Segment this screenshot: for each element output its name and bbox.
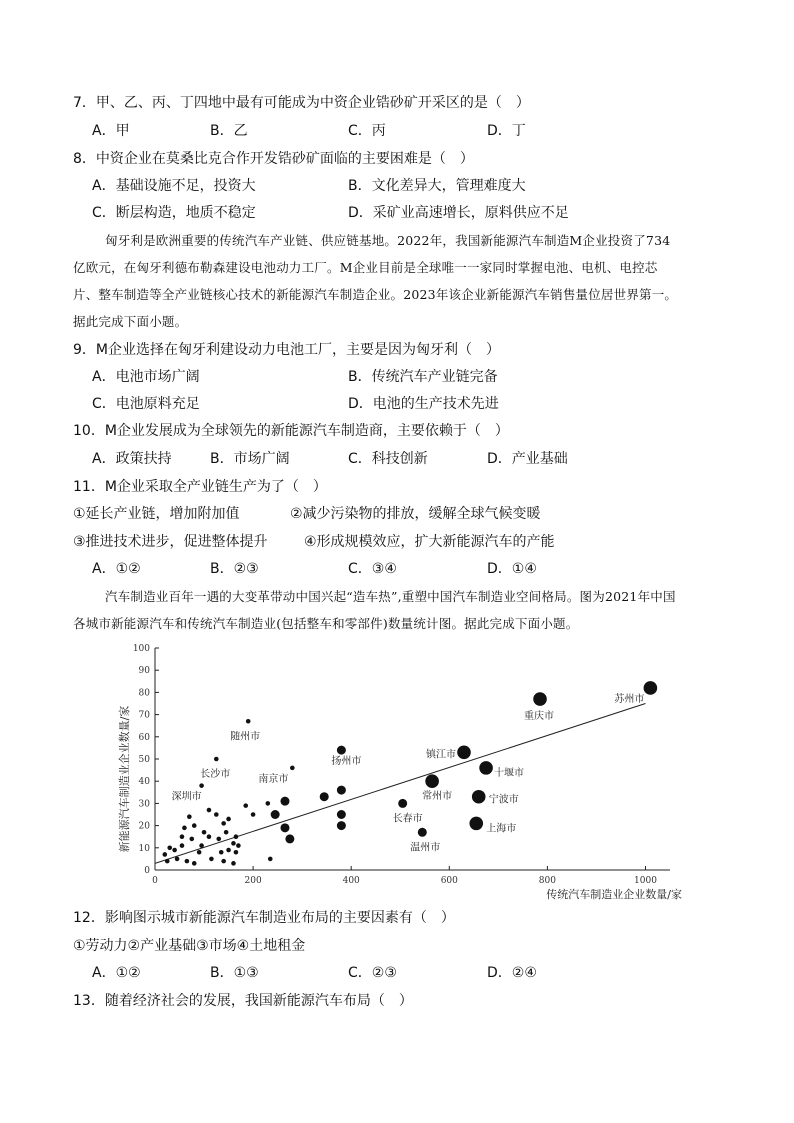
- data-point: [280, 797, 289, 806]
- data-point: [175, 857, 180, 862]
- data-point: [192, 823, 197, 828]
- data-point-镇江市: [457, 746, 471, 760]
- data-point: [216, 837, 221, 842]
- q12-option-c: C．②③: [348, 965, 397, 981]
- data-point-随州市: [246, 719, 251, 724]
- point-label: 长沙市: [200, 769, 231, 780]
- data-point: [226, 848, 231, 853]
- data-point: [251, 812, 256, 817]
- y-tick-label: 100: [132, 644, 150, 654]
- point-label: 温州市: [410, 842, 441, 854]
- y-tick-label: 90: [138, 666, 150, 677]
- data-point: [268, 857, 273, 862]
- q7-option-c: C．丙: [348, 123, 386, 139]
- chart-point-labels: [172, 692, 645, 853]
- q11-statement-4: ④形成规模效应，扩大新能源汽车的产能: [304, 534, 555, 550]
- q10-option-c: C．科技创新: [348, 451, 428, 467]
- q8-option-c: C．断层构造，地质不稳定: [92, 205, 256, 221]
- y-tick-label: 80: [138, 688, 150, 699]
- passage1-line-4: 据此完成下面小题。: [73, 314, 188, 329]
- data-point: [185, 859, 190, 864]
- point-label: 镇江市: [426, 749, 456, 761]
- scatter-chart: [110, 640, 690, 905]
- q10-option-a: A．政策扶持: [92, 451, 172, 467]
- data-point: [231, 861, 236, 866]
- q12-option-a: A．①②: [92, 965, 141, 981]
- point-label: 随州市: [230, 731, 261, 743]
- q7-option-b: B．乙: [210, 123, 248, 139]
- q12-option-d: D．②④: [487, 965, 537, 981]
- y-tick-label: 50: [138, 755, 150, 765]
- q8-stem: 8．中资企业在莫桑比克合作开发锆砂矿面临的主要困难是（ ）: [73, 151, 474, 167]
- data-point: [231, 841, 236, 846]
- point-label: 长春市: [392, 813, 423, 825]
- q9-option-b: B．传统汽车产业链完备: [348, 369, 498, 385]
- data-point: [236, 843, 241, 848]
- data-point-上海市: [469, 817, 483, 831]
- data-point: [172, 848, 177, 853]
- point-label: 南京市: [258, 773, 289, 785]
- data-point-长春市: [398, 799, 407, 808]
- data-point: [187, 814, 192, 819]
- q8-option-d: D．采矿业高速增长，原料供应不足: [348, 205, 569, 221]
- passage1-line-2: 亿欧元，在匈牙利德布勒森建设电池动力工厂。M企业目前是全球唯一一家同时掌握电池、电机、电控芯: [73, 260, 658, 275]
- x-tick-label: 1000: [634, 876, 657, 886]
- data-point-十堰市: [479, 761, 493, 775]
- data-point: [189, 837, 194, 842]
- y-tick-label: 70: [138, 710, 150, 721]
- data-point: [285, 834, 294, 843]
- data-point: [320, 792, 329, 801]
- q9-option-d: D．电池的生产技术先进: [348, 396, 499, 412]
- y-tick-label: 20: [138, 821, 150, 832]
- point-label: 苏州市: [614, 693, 645, 705]
- data-point: [337, 786, 346, 795]
- q11-option-a: A．①②: [92, 561, 141, 577]
- data-point: [219, 850, 224, 855]
- point-label: 常州市: [422, 791, 453, 803]
- data-point: [197, 850, 202, 855]
- data-point: [163, 852, 168, 857]
- data-point: [271, 810, 280, 819]
- point-label: 重庆市: [524, 711, 555, 723]
- data-point: [337, 810, 346, 819]
- q9-option-a: A．电池市场广阔: [92, 369, 200, 385]
- data-point: [207, 808, 212, 813]
- y-tick-label: 60: [138, 732, 150, 743]
- data-point-重庆市: [533, 692, 547, 706]
- q11-statement-3: ③推进技术进步，促进整体提升: [73, 534, 268, 550]
- data-point: [192, 861, 197, 866]
- passage1-line-3: 片、整车制造等全产业链核心技术的新能源汽车制造企业。2023年该企业新能源汽车销售量位居世界第一。: [73, 287, 678, 302]
- y-tick-label: 40: [138, 777, 150, 788]
- q11-stem: 11．M企业采取全产业链生产为了（ ）: [73, 479, 327, 495]
- data-point-深圳市: [199, 783, 204, 788]
- x-tick-label: 0: [152, 876, 158, 886]
- data-point: [221, 859, 226, 864]
- x-tick-label: 600: [440, 876, 458, 886]
- data-point: [167, 846, 172, 851]
- y-tick-label: 10: [138, 843, 150, 854]
- q12-option-b: B．①③: [210, 965, 259, 981]
- data-point-南京市: [290, 766, 295, 771]
- trend-line: [155, 704, 645, 864]
- q7-stem: 7．甲、乙、丙、丁四地中最有可能成为中资企业锆砂矿开采区的是（ ）: [73, 95, 530, 111]
- q10-option-b: B．市场广阔: [210, 451, 290, 467]
- data-point: [337, 821, 346, 830]
- data-point: [209, 857, 214, 862]
- point-label: 扬州市: [331, 756, 362, 768]
- passage2-line-2: 各城市新能源汽车和传统汽车制造业(包括整车和零部件)数量统计图。据此完成下面小题。: [73, 616, 579, 631]
- q12-statements: ①劳动力②产业基础③市场④土地租金: [73, 938, 306, 954]
- y-axis-label: 新能源汽车制造业企业数量/家: [118, 705, 131, 853]
- point-label: 深圳市: [171, 791, 202, 803]
- data-point-宁波市: [472, 790, 486, 804]
- point-label: 十堰市: [494, 767, 525, 779]
- data-point: [207, 834, 212, 839]
- q11-option-b: B．②③: [210, 561, 259, 577]
- q11-option-d: D．①④: [487, 561, 537, 577]
- data-point: [202, 830, 207, 835]
- q7-option-a: A．甲: [92, 123, 130, 139]
- data-point: [199, 843, 204, 848]
- data-point: [243, 803, 248, 808]
- passage2-line-1: 汽车制造业百年一遇的大变革带动中国兴起“造车热”,重塑中国汽车制造业空间格局。图为2021年中国: [105, 589, 676, 604]
- data-point: [180, 834, 185, 839]
- q9-stem: 9．M企业选择在匈牙利建设动力电池工厂，主要是因为匈牙利（ ）: [73, 342, 500, 358]
- data-point: [214, 812, 219, 817]
- data-point-温州市: [418, 828, 427, 837]
- data-point-长沙市: [214, 757, 219, 762]
- data-point: [165, 859, 170, 864]
- data-point-扬州市: [337, 746, 346, 755]
- x-axis-label: 传统汽车制造业企业数量/家: [546, 888, 682, 901]
- q8-option-a: A．基础设施不足，投资大: [92, 178, 256, 194]
- x-tick-label: 800: [538, 876, 556, 886]
- q10-stem: 10．M企业发展成为全球领先的新能源汽车制造商，主要依赖于（ ）: [73, 423, 509, 439]
- x-tick-label: 200: [244, 876, 262, 886]
- data-point: [234, 850, 239, 855]
- y-tick-label: 0: [144, 866, 150, 876]
- data-point: [221, 821, 226, 826]
- data-point: [280, 823, 289, 832]
- q9-option-c: C．电池原料充足: [92, 396, 200, 412]
- y-tick-label: 30: [138, 799, 150, 810]
- data-point: [182, 826, 187, 831]
- data-point-苏州市: [644, 681, 658, 695]
- q11-statement-1: ①延长产业链，增加附加值: [73, 506, 240, 522]
- chart-points: [163, 681, 658, 865]
- q7-option-d: D．丁: [487, 123, 526, 139]
- q13-stem: 13．随着经济社会的发展，我国新能源汽车布局（ ）: [73, 993, 413, 1009]
- data-point: [180, 843, 185, 848]
- data-point: [234, 834, 239, 839]
- q11-statement-2: ②减少污染物的排放，缓解全球气候变暖: [290, 506, 541, 522]
- q8-option-b: B．文化差异大，管理难度大: [348, 178, 526, 194]
- point-label: 上海市: [486, 823, 517, 835]
- q11-option-c: C．③④: [348, 561, 397, 577]
- q10-option-d: D．产业基础: [487, 451, 568, 467]
- passage1-line-1: 匈牙利是欧洲重要的传统汽车产业链、供应链基地。2022年，我国新能源汽车制造M企业投资了734: [105, 233, 671, 248]
- data-point: [224, 830, 229, 835]
- data-point-常州市: [425, 774, 439, 788]
- data-point: [226, 817, 231, 822]
- data-point: [266, 801, 271, 806]
- q12-stem: 12．影响图示城市新能源汽车制造业布局的主要因素有（ ）: [73, 910, 455, 926]
- point-label: 宁波市: [488, 794, 519, 806]
- x-tick-label: 400: [342, 876, 360, 886]
